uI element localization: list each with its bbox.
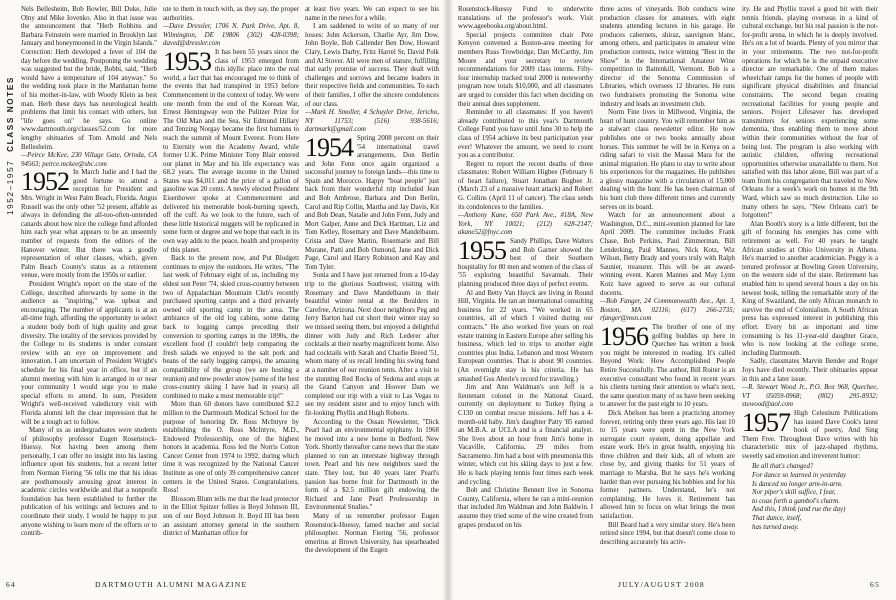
side-tab-label: CLASS NOTES bbox=[6, 76, 15, 152]
text-column-1 bbox=[21, 6, 157, 578]
class-secretary-signature: —Mark H. Smoller, 4 Schuyler Drive, Jericho, NY 11753; (516) 938-5616; dartmark@gmail.com bbox=[305, 109, 439, 134]
poem-line: to coax forth a gambol's charm. bbox=[752, 497, 840, 505]
class-note-paragraph: ute to them in touch with, as they say, the proper authorities. bbox=[163, 6, 299, 22]
class-note-paragraph: Reminder to all classmates: If you haven't already contributed to this year's Dartmouth College Fund you have until June 30 to help the class of 1954 achieve its best participation year ever! Whatever the amount, we need to count you as a contributor. bbox=[458, 109, 593, 160]
text-column-2 bbox=[163, 6, 299, 578]
class-secretary-signature: —Peirce McKee, 230 Village Gate, Orinda, CA 94563; peirce.mckee@sbc.com bbox=[21, 152, 157, 168]
class-note-paragraph: Dick Abelson has been a practicing attorney forever, retiring only three years ago. His last 10 to 15 years were spent in the New York surrogate court system, doing appellate and estate work. He's in great health, enjoying his three children and their kids, all of whom are close by, and giving thanks for 51 years of marriage to Marsha. But he says he's working harder than ever pursuing his hobbies and for his former partners. Understand, he's not complaining. He loves it. Retirement has allowed him to focus on what brings the most satisfaction. bbox=[600, 409, 735, 521]
poem-line: For dance so learned in yesterday bbox=[752, 472, 847, 480]
class-year-heading: 1954 bbox=[305, 132, 353, 162]
class-note-text: High Celestium Publications has issued Dave Cook's latest book of poetry, And Sing Them Free. Throughout Dave writes with his characteristic mix of jazz-shaped rhythms, sweetly sad emotion and irreverent humor: bbox=[742, 409, 878, 460]
text-column-6 bbox=[742, 6, 878, 578]
poem-line: That dance, itself, bbox=[752, 515, 802, 523]
class-year-entry bbox=[600, 321, 735, 410]
class-note-paragraph: Jim and Ann Waldman's son Jeff is a lieutenant colonel in the National Guard, currently on deployment to Turkey flying a C130 on combat rescue missions. Jeff has a 4-month-old baby. Jim's daughter Patty '85 earned an M.B.A. at UCLA and is a financial analyst. She lives about an hour from Jim's home in Vacaville, California, 29 miles from Sacramento. Jim had a bout with pneumonia this winter, which cut his skiing days to just a few. He is back playing tennis four times each week and cycling. bbox=[458, 384, 593, 486]
class-year-heading: 1952 bbox=[21, 167, 69, 197]
class-secretary-signature: —R. Stewart Wood Jr., P.O. Box 968, Quechee, VT 05059-0968; (802) 295-8932; stewood@aol.com bbox=[742, 384, 878, 409]
class-year-heading: 1955 bbox=[458, 236, 506, 266]
text-column-4 bbox=[458, 6, 593, 578]
issue-date-footer: JULY/AUGUST 2008 bbox=[618, 580, 705, 589]
class-note-paragraph: Special projects committee chair Pete Kenyon convened a Boston-area meeting for members Russ Trowbridge, Dan McCarthy, Jim Moore and your secretary to review recommendations for 2009 class interns. Fifty-four internship tracked total 2000 is noteworthy program now totals $10,000, and all classmates are urged to consider this fact when deciding on their annual dues supplement. bbox=[458, 31, 593, 108]
poem-line: Nor piper's skill suffice, I fear, bbox=[752, 489, 836, 497]
class-secretary-signature: —Anthony Kane, 650 Park Ave., #18A, New York, NY 10021; (212) 628-2147; akane52@fnyc.com bbox=[458, 212, 593, 237]
class-note-paragraph: President Wright's report on the state of the College, described afterwards by some in the audience as "inspiring," was upbeat and encouraging. The number of applicants is at an all-time high, affording the opportunity to select a student body both of high quality and great diversity. The totality of the services provided by the College to its students is under constant review with an eye on improvement and innovation. I am uncertain of President Wright's schedule for his final year in office, but if an alumni meeting with him is arranged in or near your community I would urge you to make special efforts to attend. In sum, President Wright's well-received valedictory visit with Florida alumni left the clear impression that he will be a tough act to follow. bbox=[21, 281, 157, 426]
class-note-paragraph: Norm Fine lives in Millwood, Virginia, the heart of hunt country. You will remember him as a stalwart class newsletter editor. He now publishes one or two books annually about horses. This summer he will be in Kenya on a riding safari to visit the Massai Mara for the animal migration. He plans to stay to write about his experiences for the magazines. He publishes a glossy magazine with a circulation of 15,000 dealing with the hunt. He has been chairman of his hunt club three different times and currently serves on its board. bbox=[600, 109, 735, 211]
class-note-text: Sandy Phillips, Dave Walters and Bob Garner showed the best of their Southern hospitality for 80 men and women of the class of '55 exploring beautiful Savannah. Their planning produced three days of perfect events. bbox=[458, 238, 593, 288]
class-note-paragraph: ity. He and Phyllis travel a good bit with their tennis friends, playing overseas in a kind of cultural exchange, but his real passion is the not-for-profit arena, in which he is deeply involved. He's on a lot of boards. Plenty of you mirror that in your retirements. The two not-for-profit operations for which he is the unpaid executive director are remarkable. One of them makes wheelchair ramps for the homes of people with significant physical disabilities and financial constraints. The second began creating recreational facilities for young people and seniors. Project Lifesaver has developed transmitters for seniors experiencing some dementia, thus enabling them to move about within their communities without the fear of being lost. The program is also working with autistic children, offering recreational opportunities otherwise unavailable to them. Not satisfied with this labor alone, Bill was part of a team from his congregation that traveled to New Orleans for a week's work on homes in the 9th Ward, which saw so much destruction. Like so many others he says, "New Orleans can't be forgotten!" bbox=[742, 6, 878, 220]
class-note-paragraph: Nels Bellesheim, Bob Bowler, Bill Duke, Julie Olny and Mike Iovenko. Also in that issue was the announcement that "Herb Robbins and Barbara Feinstein were married in Brooklyn last January and honeymooned in the Virgin Islands." Correction: Herb developed a fever of 104 the day before the wedding. Postponing the wedding was suggested but the bride, Bobbi, said, "Herb would have a temperature of 104 anyway." So the wedding took place in the Manhattan home of his mother-in-law, with Woody Klein as best man. Herb these days has neurological health problems that limit his contact with others, but "life goes on" he says. Go online www.dartmouth.org/classes/52.com for more lengthy obituaries of Tom Arnold and Nels Bellesheim. bbox=[21, 6, 157, 151]
class-note-paragraph: Sadly, classmates Marvin Bender and Roger Joys have died recently. Their obituaries appear in this and a later issue. bbox=[742, 358, 878, 383]
class-note-paragraph: Back to the present now, and Put Blodgett continues to enjoy the outdoors. He writes, "The last week of February eight of us, including my eldest son Peter '74, skied cross-country between two of Appalachian Mountain Club's recently purchased sporting camps and a third privately owned old sporting camp in the area. The ambiance of the old log cabins, some dating back to logging camps preceding their conversion to sporting camps in the 1890s, the excellent food (I couldn't help comparing the fresh salads we enjoyed to the salt pork and beans of the early logging camps), the amazing compatibility of the group (we are hosting a reunion) and new powder snow (some of the best cross-country skiing I have had in years) all combined to make a most memorable trip!" bbox=[163, 255, 299, 400]
class-note-paragraph: Sonia and I have just returned from a 10-day trip to the glorious Southwest, visiting with Rosemary and Dave Mandelbaum in their beautiful winter rental at the Boulders in Carefree, Arizona. Next door neighbors Peg and Jerry Barton had cut short their winter stay so we missed seeing them, but enjoyed a delightful dinner with Judy and Rich Lederer after cocktails at their nearby magnificent home. Also had cocktails with Sarah and Charlie Breed '51, whom many of us recall lending his swing band at a number of our reunion tents. After a visit to the stunning Red Rocks of Sedona and stops at the Grand Canyon and Hoover Dam we completed our trip with a visit to Las Vegas to see my resident sister and to enjoy lunch with fit-looking Phyllis and Hugh Roberts. bbox=[305, 272, 439, 417]
class-note-paragraph: More than 60 donors have contributed $2.2 million to the Dartmouth Medical School for the purpose of honoring Dr. Ross McIntyre by establishing the O. Ross McIntyre, M.D., Endowed Professorship, one of the highest honors in academia. Ross led the Norris Cotton Cancer Center from 1974 to 1992, during which time it was recognized by the National Cancer Institute as one of only 39 comprehensive cancer centers in the United States. Congratulations, Ross! bbox=[163, 401, 299, 495]
class-note-paragraph: Rosenstock-Huessy Fund to underwrite translations of the professor's work. Visit www.ageebooks.org/about.html. bbox=[458, 6, 593, 31]
class-note-paragraph: Al and Betty Van Huyck are living in Round Hill, Virginia. He ran an international consulting business for 22 years. "We worked in 65 countries, all of which I visited during our contracts." He also worked five years on real estate training in Eastern Europe after selling his business, which led to trips to another eight countries plus India, Lebanon and most Western European countries. That is about 90 countries. (An overnight stay is his criteria. He has smashed Gus Aberle's record for traveling.) bbox=[458, 289, 593, 383]
right-page-number: 65 bbox=[870, 580, 880, 589]
poem-line: Is danced no longer arm-in-arm. bbox=[752, 480, 843, 488]
class-note-paragraph: Many of us as undergraduates were students of philosophy professor Eugen Rosenstock-Huessy. Not having been among them personally, I can offer no insight into his lasting influence upon his students, but a recent letter from Norman Fiering '56 tells me that his ideas are posthumously arousing great interest in academic circles worldwide and that a nonprofit foundation has been established to further the publication of his writings and lectures and to coordinate their study. I would be happy to put anyone wishing to learn more of the efforts or to contrib- bbox=[21, 427, 157, 538]
class-year-entry bbox=[458, 238, 593, 290]
text-column-5 bbox=[600, 6, 735, 578]
class-note-paragraph: Regret to report the recent deaths of three classmates: Robert William Higbee (February 6 of heart failure), Stuart Jonathan Bugbee Jr. (March 23 of a massive heart attack) and Robert G. Collins (April 11 of cancer). The class sends its condolences to the families. bbox=[458, 160, 593, 211]
text-column-3 bbox=[305, 6, 439, 578]
class-year-entry bbox=[163, 46, 299, 255]
class-note-paragraph: Bill Beard had a very similar story. He's been retired since 1994, but that doesn't come close to describing accurately his activ- bbox=[600, 521, 735, 546]
class-note-text: In March Judie and I had the good fortune to attend a reception for President and Mrs. Wright in West Palm Beach, Florida. Angus Russell was the only other '52 present, affable as always in defending the all-too-often-untended canards about how nice the college fund afforded him each year what appears to be an unseemly number of requests from the editors of the Hanover winter. But there was a goodly representation of other classes, which, given Palm Beach County's status as a retirement venue, were mostly from the 1950s or earlier. bbox=[21, 169, 157, 280]
poem-line: And this, I think (and rue the day) bbox=[752, 506, 846, 514]
poem-excerpt bbox=[752, 463, 878, 532]
class-year-entry bbox=[21, 169, 157, 281]
class-note-paragraph: at least five years. We can expect to see his name in the news for a while. bbox=[305, 6, 439, 22]
class-year-entry bbox=[742, 407, 878, 462]
class-note-text: It has been 55 years since the class of 1953 emerged from this idyllic place into the real world, a fact that has encouraged me to think of the events that had transpired in 1953 before Commencement in the context of today. We were one month from the end of the Korean War, Ernest Hemingway won the Pulitzer Prize for The Old Man and the Sea, Sir Edmund Hillary and Tenzing Norgay became the first humans to reach the summit of Mount Everest. From Here to Eternity won the Academy Award, while former U.K. Prime Minister Tony Blair entered our planet in May and his life expectancy was 68.2 years. The average income in the United States was $4,011 and the price of a gallon of gasoline was 20 cents. A newly elected President Eisenhower spoke at Commencement and delivered his memorable book-burning speech, off the cuff. As we look to the future, each of these little historical nuggets will be replicated in some form or degree and we hope that each in its own way adds to the peace, health and prosperity of this planet. bbox=[163, 48, 299, 254]
class-note-paragraph: three acres of vineyards. Bob conducts wine production classes for amateurs, with eight students attending lectures in his garage. He produces cabernets, shiraz, sauvignon blanc, among others, and participates in amateur wine production contests, twice winning "Best in the Show" in the International Amateur Wine competition in Battenkill, Vermont. Bob is a director of the Sonoma Commission of Libraries, which oversees 12 libraries. He runs two fundraisers promoting the Sonoma wine industry and leads an investment club. bbox=[600, 6, 735, 108]
class-secretary-signature: —Bob Fanger, 24 Commonwealth Ave., Apt. 3, Boston, MA 02116; (617) 266-2735; rfanger@msn.com bbox=[600, 298, 735, 323]
magazine-title-footer: DARTMOUTH ALUMNI MAGAZINE bbox=[95, 580, 248, 589]
class-note-paragraph: Bob and Christine Bennett live in Sonoma County, California, where he ran a mini-reunion that included Jim Waldman and John Baldwin. I assume they tried some of the wine created from grapes produced on his bbox=[458, 487, 593, 529]
class-year-heading: 1953 bbox=[163, 46, 211, 76]
page-gutter bbox=[442, 0, 454, 600]
left-page-number: 64 bbox=[6, 580, 16, 589]
class-note-paragraph: Many of us remember professor Eugen Rosenstock-Huessy, famed teacher and social philosopher. Norman Fiering '56, professor emeritus at Brown University, has spearheaded the development of the Eugen bbox=[305, 513, 439, 555]
poem-line: has turned away. bbox=[752, 523, 799, 531]
class-year-heading: 1957 bbox=[742, 407, 790, 437]
class-notes-side-tab bbox=[4, 30, 18, 215]
class-note-paragraph: I am saddened to write of so many of our losses: John Ackerson, Charlie Ayr, Jim Dow, John Boyle, Bob Callender Ben Dow, Howard Clary, Lewis Darby, Fritz Harrel Sr, David Polk and Al Stover. All were men of stature, fulfilling that early promise of success. They dealt with challenges and sorrows and became leaders in their respective fields and communities. To each of their families, I offer the sincere condolences of our class. bbox=[305, 23, 439, 108]
class-note-paragraph: Watch for an announcement about a Washington, D.C., mini-reunion planned for late April 2009. The committee includes Frank Chase, Bob Perkins, Paul Zimmerman, Bill Lenderking, Paul Mannes, Nick Kotz, Wiz Wilson, Betty Brady and yours truly with Ralph Saunier, treasurer. This will be an award-winning event. Karen Mannes and May Lynn Kotz have agreed to serve as our cultural docents. bbox=[600, 212, 735, 297]
poem-line: Be all that's changed? bbox=[752, 463, 814, 471]
class-year-entry bbox=[305, 132, 439, 273]
class-note-text: Spring 2008 percent on their '54 international travel arrangements, Don Berlin and John Fenn once again organized a successful journey to foreign lands—this time to Spain and Morocco. Happy "boat people" just back from their wonderful trip included Jean and Bob Ambrose, Barbara and Don Berlin, Carol and Rip Collin, Martha and Jay Davis, Kit and Bob Dean, Natalie and John Fenn, Judy and Mort Galper, Anne and Dick Hartman, Liz and Tom Kelley, Rosemary and Dave Mandelbaum, Crista and Dave Martin, Rosemarie and Bill Murane, Patti and Bob Osmond, Jane and Dick Page, Carol and Harry Robinson and Kay and Tom Tyler. bbox=[305, 134, 439, 271]
class-note-paragraph: According to the Ossan Newsletter, "Dick Pearl had an environmental epiphany. In 1968 he moved into a new home in Bedford, New York. Shortly thereafter came news that the state planned to run an interstate highway through town. Pearl and his new neighbors sued the state. They lost, but 40 years later Pearl's passion has borne fruit for Dartmouth in the form of a $2.5 million gift endowing the Richard and Jane Pearl Professorship in Environmental Studies." bbox=[305, 418, 439, 512]
class-note-paragraph: Alan Booth's story is a little different, but the gift of focusing his energies has come with retirement as well. For 40 years he taught African studies at Ohio University in Athens. He's married to another academician. Peggy is a tenured professor at Bowling Green University, on the western side of the state. Retirement has enabled him to spend several hours a day on his newest book, telling the remarkable story of the King of Swaziland, the only African monarch to survive the end of Colonialism. A South African press has expressed interest in publishing this effort. Every bit as important and time consuming is his 11-year-old daughter Grace, who is now looking at the college scene, including Dartmouth. bbox=[742, 220, 878, 357]
class-year-heading: 1956 bbox=[600, 321, 648, 351]
side-tab-years: 1952–1957 bbox=[6, 159, 15, 215]
class-note-paragraph: Blossom Blum tells me that the lead protector in the Elliot Spitzer follies is Boyd Johnson III, son of our Boyd Johnson Jr. Boyd III has been an assistant attorney general in the southern district of Manhattan office for bbox=[163, 495, 299, 538]
class-note-text: The brother of one of my golfing buddies up here in Quechee has written a book you might be interested in reading. It's called Beyond Work: How Accomplished People Retire Successfully. The author, Bill Roiter is an executive consultant who found in recent years his clients turning their attention to what's next, the same question many of us have been seeking to answer for the past eight to 10 years. bbox=[600, 323, 735, 409]
class-secretary-signature: —Dave Dressler, 1706 N. Park Drive, Apt. 8, Wilmington, DE 19806 (302) 428-0398; daved@dressler.com bbox=[163, 23, 299, 48]
